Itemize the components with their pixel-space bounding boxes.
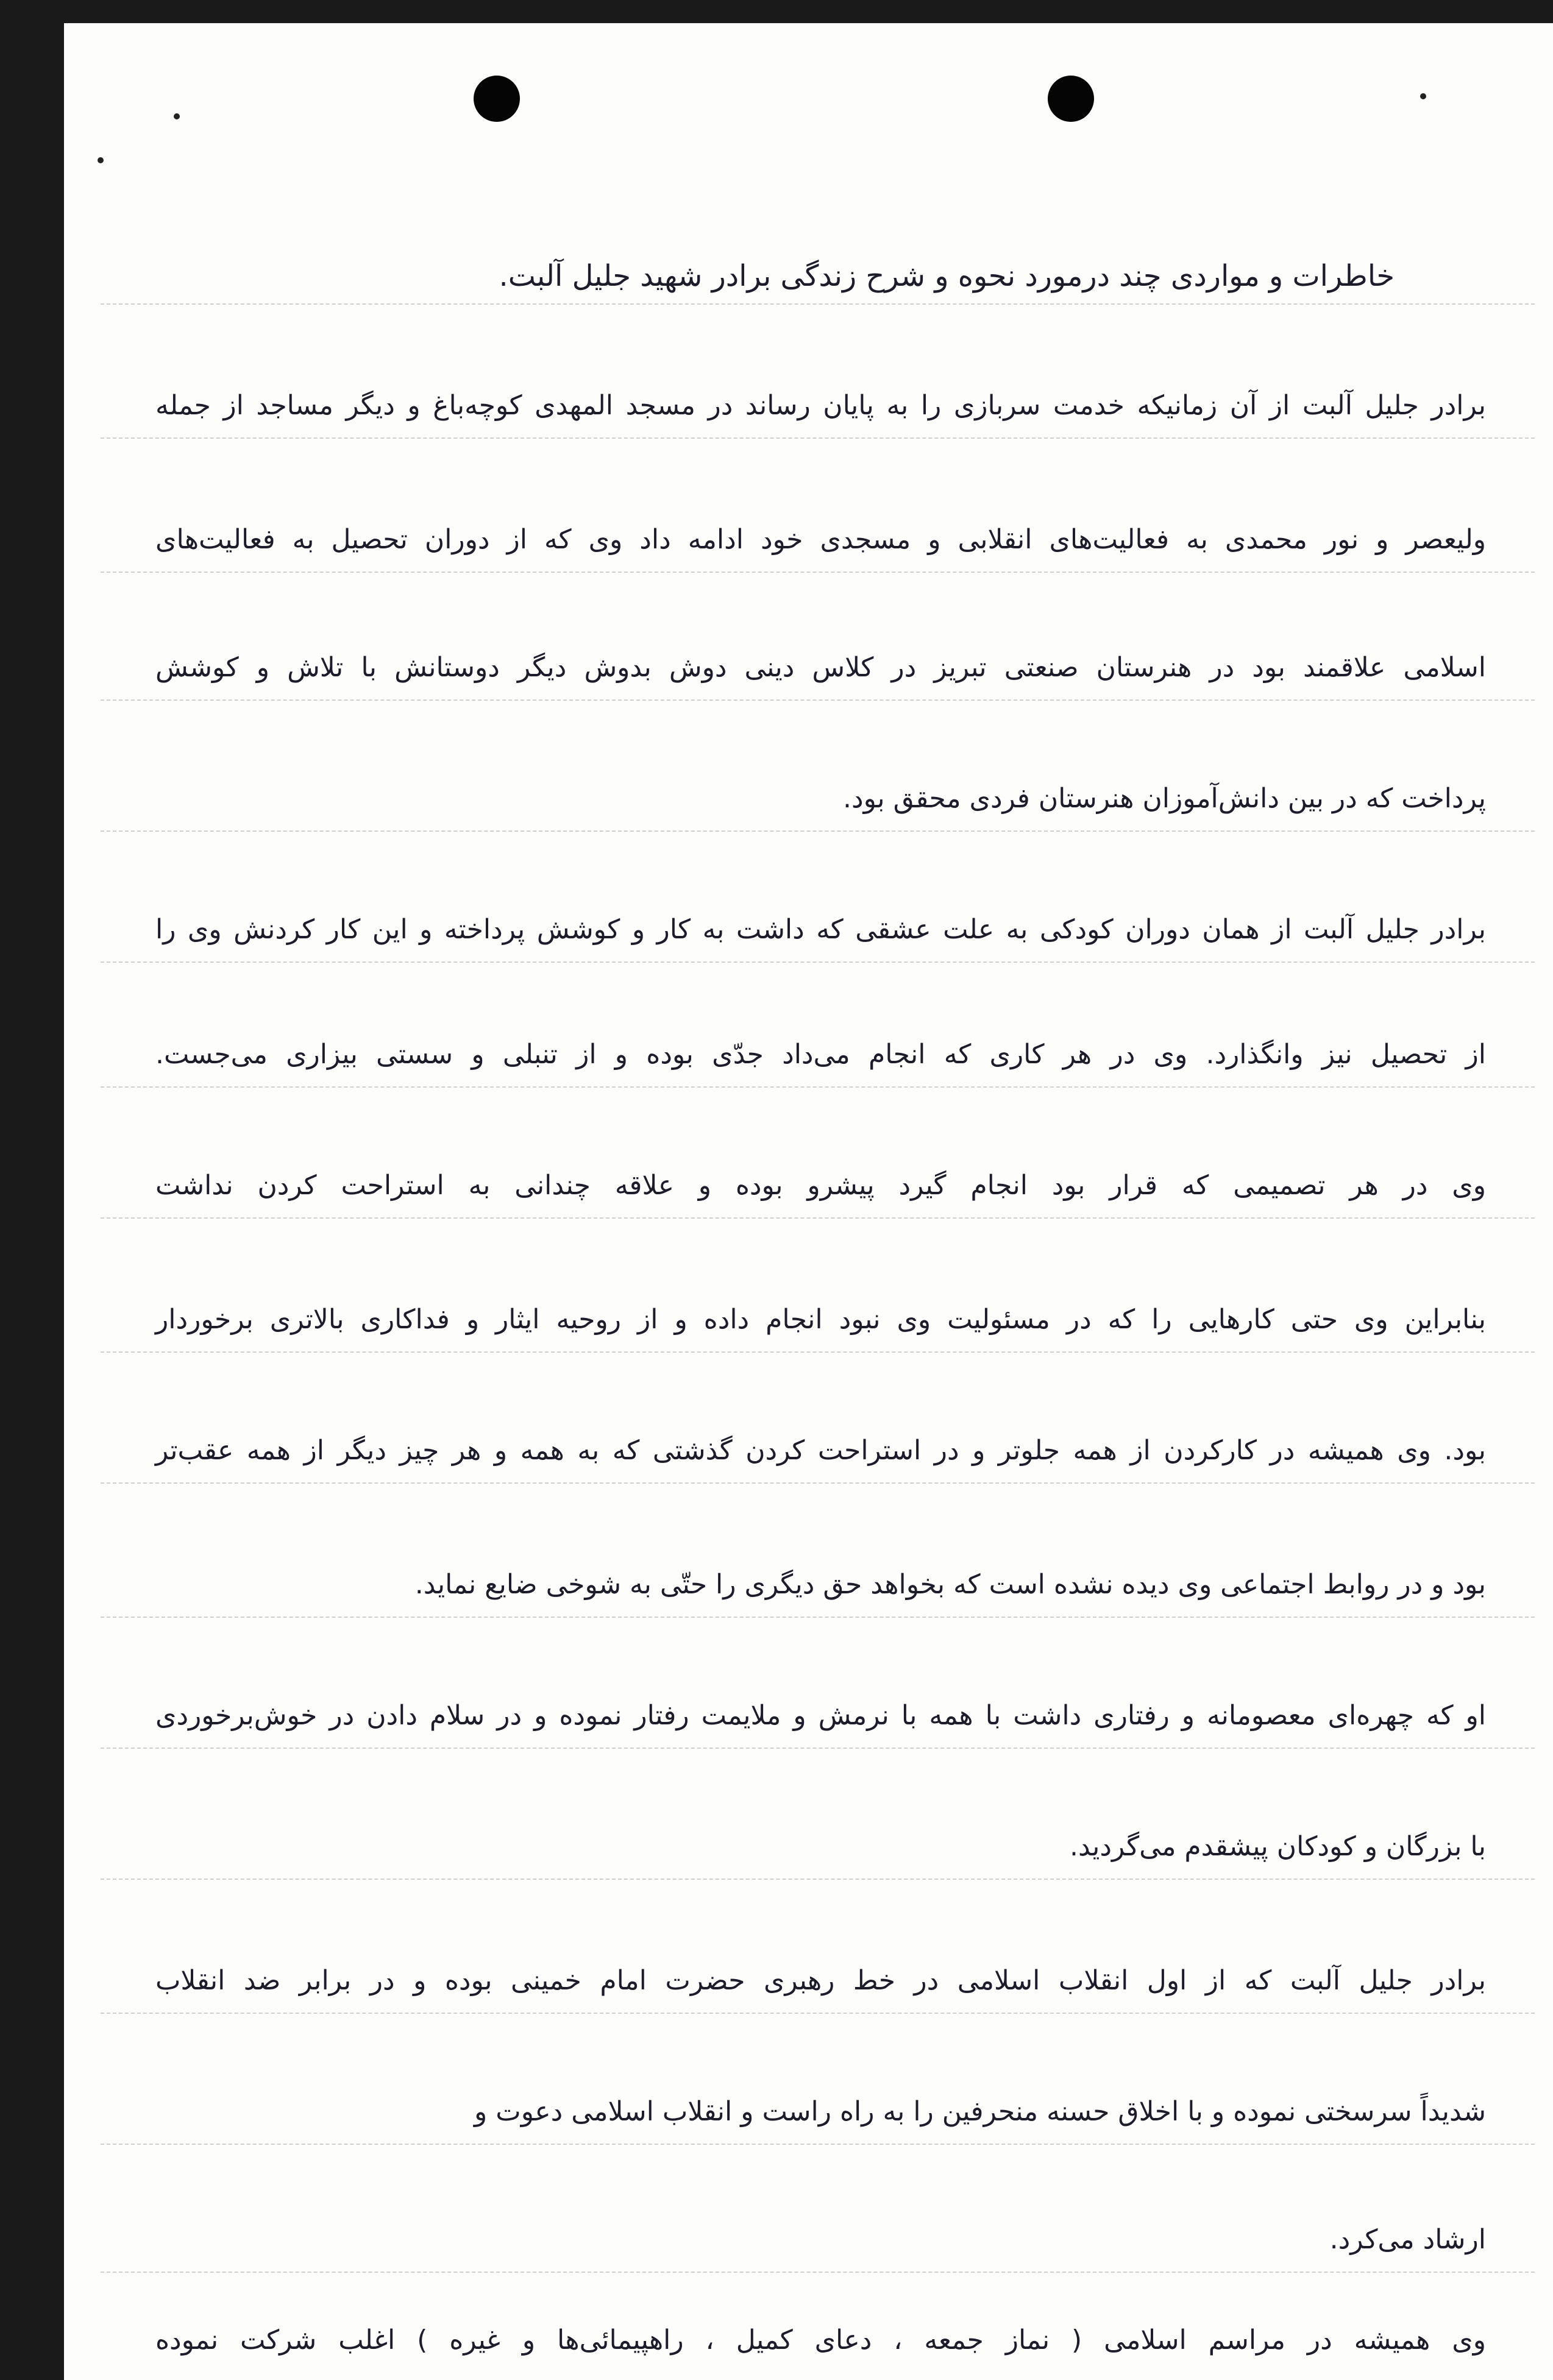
text-line: وی در هر تصمیمی که قرار بود انجام گیرد پیشرو بوده و علاقه چندانی به استراحت کردن نداشت <box>155 1170 1486 1201</box>
scan-speck <box>1420 93 1426 99</box>
document-title: خاطرات و مواردی چند درمورد نحوه و شرح زندگی برادر شهید جلیل آلبت. <box>499 259 1395 293</box>
text-line: بود. وی همیشه در کارکردن از همه جلوتر و در استراحت کردن گذشتی که به همه و هر چیز دیگر از همه عقب‌تر <box>155 1435 1486 1466</box>
ruled-line <box>101 2272 1535 2273</box>
ruled-line <box>101 962 1535 963</box>
punch-hole <box>1048 76 1094 122</box>
ruled-line <box>101 1351 1535 1353</box>
ruled-line <box>101 1748 1535 1749</box>
text-line: برادر جلیل آلبت از همان دوران کودکی به علت عشقی که داشت به کار و کوشش پرداخته و این کار کردنش وی را <box>155 914 1486 945</box>
text-line: شدیداً سرسختی نموده و با اخلاق حسنه منحرفین را به راه راست و انقلاب اسلامی دعوت و <box>474 2096 1486 2127</box>
ruled-line <box>101 303 1535 305</box>
text-line: وی همیشه در مراسم اسلامی ( نماز جمعه ، دعای کمیل ، راهپیمائی‌ها و غیره ) اغلب شرکت نموده <box>155 2325 1486 2356</box>
handwritten-page <box>64 23 1553 2380</box>
text-line: برادر جلیل آلبت از آن زمانیکه خدمت سربازی را به پایان رساند در مسجد المهدی کوچه‌باغ و دیگر مساجد از جمله <box>155 390 1486 421</box>
text-line: او که چهره‌ای معصومانه و رفتاری داشت با همه با نرمش و ملایمت رفتار نموده و در سلام دادن در خوش‌برخوردی <box>155 1700 1486 1731</box>
ruled-line <box>101 2144 1535 2145</box>
text-line: برادر جلیل آلبت که از اول انقلاب اسلامی در خط رهبری حضرت امام خمینی بوده و در برابر ضد انقلاب <box>155 1965 1486 1996</box>
ruled-line <box>101 437 1535 439</box>
ruled-line <box>101 831 1535 832</box>
ruled-line <box>101 1217 1535 1219</box>
text-line: ارشاد می‌کرد. <box>1329 2224 1486 2255</box>
text-line: بنابراین وی حتی کارهایی را که در مسئولیت وی نبود انجام داده و از روحیه ایثار و فداکاری بالاتری برخوردار <box>155 1304 1486 1335</box>
text-line: از تحصیل نیز وانگذارد. وی در هر کاری که انجام می‌داد جدّی بوده و از تنبلی و سستی بیزاری می‌جست. <box>155 1039 1486 1070</box>
ruled-line <box>101 1879 1535 1880</box>
text-line: پرداخت که در بین دانش‌آموزان هنرستان فردی محقق بود. <box>843 783 1486 814</box>
ruled-line <box>101 1617 1535 1618</box>
scan-speck <box>174 113 180 119</box>
text-line: با بزرگان و کودکان پیشقدم می‌گردید. <box>1070 1831 1486 1862</box>
text-line: بود و در روابط اجتماعی وی دیده نشده است که بخواهد حق دیگری را حتّی به شوخی ضایع نماید. <box>414 1569 1486 1600</box>
ruled-line <box>101 699 1535 701</box>
ruled-line <box>101 1482 1535 1484</box>
ruled-line <box>101 1086 1535 1088</box>
ruled-line <box>101 2013 1535 2014</box>
punch-hole <box>474 76 520 122</box>
text-line: اسلامی علاقمند بود در هنرستان صنعتی تبریز در کلاس دینی دوش بدوش دیگر دوستانش با تلاش و کوشش <box>155 652 1486 683</box>
ruled-line <box>101 572 1535 573</box>
text-line: ولیعصر و نور محمدی به فعالیت‌های انقلابی و مسجدی خود ادامه داد وی که از دوران تحصیل به فعالیت‌های <box>155 524 1486 555</box>
scan-speck <box>98 157 104 163</box>
